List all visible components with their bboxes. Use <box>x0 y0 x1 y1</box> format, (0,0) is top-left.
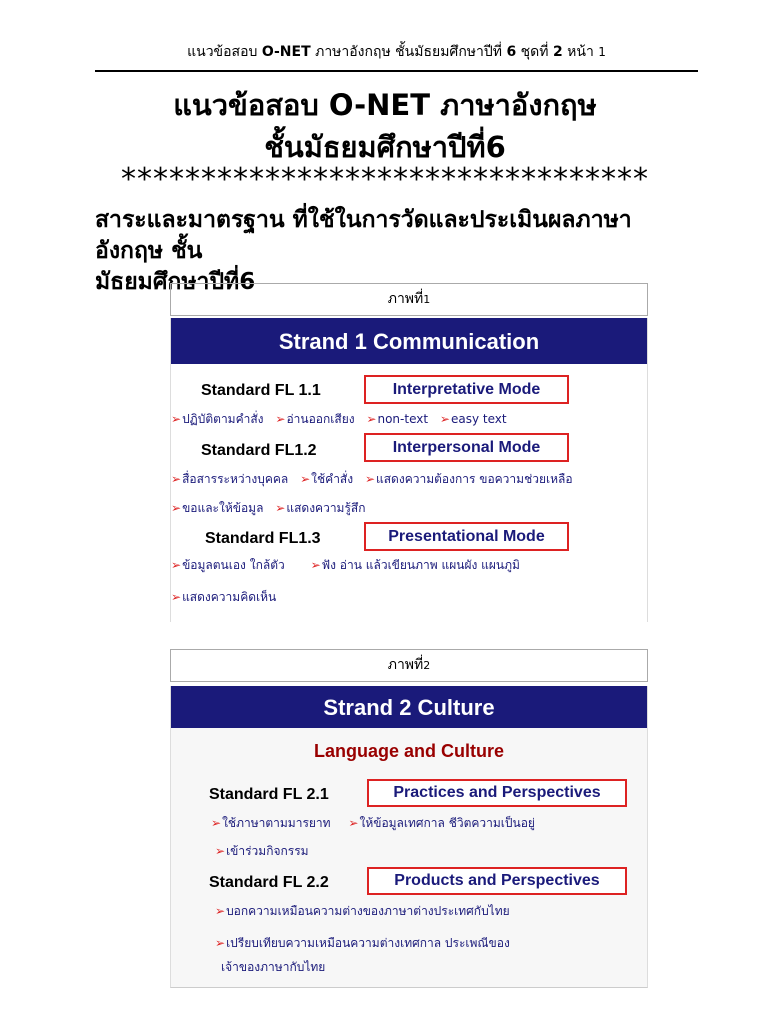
bullet-item <box>215 842 309 861</box>
bullet-text: แสดงความรู้สึก <box>286 501 366 515</box>
bullet-line <box>171 588 284 607</box>
bullet-text: สื่อสารระหว่างบุคคล <box>182 472 289 486</box>
standard-label: Standard FL1.3 <box>205 530 321 547</box>
arrow-bullet-icon: ➢ <box>300 472 311 486</box>
arrow-bullet-icon: ➢ <box>310 558 321 572</box>
slide-title: Strand 2 Culture <box>171 686 647 728</box>
title-exam: O-NET <box>328 88 431 122</box>
bullet-text: ใช้ภาษาตามมารยาท <box>222 816 331 830</box>
bullet-item <box>365 470 573 489</box>
header-part-label: ชุดที่ <box>520 44 549 60</box>
arrow-bullet-icon: ➢ <box>275 412 286 426</box>
bullet-continuation: เจ้าของภาษากับไทย <box>221 960 326 974</box>
bullet-line <box>211 814 543 833</box>
arrow-bullet-icon: ➢ <box>215 844 226 858</box>
arrow-bullet-icon: ➢ <box>171 472 182 486</box>
intro-level: มัธยมศึกษาปีที่ <box>95 269 240 295</box>
title-suffix: ภาษาอังกฤษ <box>440 88 597 122</box>
bullet-item <box>171 499 263 518</box>
bullet-line <box>171 556 528 575</box>
bullet-text: ฟัง อ่าน แล้วเขียนภาพ แผนผัง แผนภูมิ <box>321 558 520 572</box>
arrow-bullet-icon: ➢ <box>171 558 182 572</box>
bullet-item <box>366 412 428 426</box>
mode-box: Presentational Mode <box>364 522 569 551</box>
mode-box: Practices and Perspectives <box>367 779 627 807</box>
header-grade: 6 <box>506 44 517 60</box>
slide-subtitle: Language and Culture <box>313 741 504 761</box>
figure-number: 1 <box>423 293 431 306</box>
bullet-line <box>215 902 518 921</box>
bullet-text: เปรียบเทียบความเหมือนความต่างเทศกาล ประเพณีของ <box>226 936 510 950</box>
bullet-text: ใช้คำสั่ง <box>311 472 354 486</box>
bullet-line <box>171 499 374 518</box>
header-prefix: แนวข้อสอบ <box>187 44 258 60</box>
bullet-text: แสดงความต้องการ ขอความช่วยเหลือ <box>376 472 573 486</box>
header-page-number: 1 <box>598 45 606 59</box>
bullet-item <box>275 410 354 429</box>
bullet-text: ปฏิบัติตามคำสั่ง <box>182 412 264 426</box>
arrow-bullet-icon: ➢ <box>366 412 377 426</box>
bullet-line <box>171 410 515 429</box>
bullet-item <box>171 556 285 575</box>
bullet-item <box>171 410 264 429</box>
bullet-text: เข้าร่วมกิจกรรม <box>226 844 309 858</box>
arrow-bullet-icon: ➢ <box>171 412 182 426</box>
figure-caption <box>170 649 648 682</box>
figure-caption <box>170 283 648 316</box>
header-page-label: หน้า <box>567 44 594 60</box>
intro-line-1: สาระและมาตรฐาน ที่ใช้ในการวัดและประเมินผลภาษาอังกฤษ ชั้น <box>95 207 632 264</box>
mode-box: Interpretative Mode <box>364 375 569 404</box>
page-title <box>60 84 710 168</box>
slide-title: Strand 1 Communication <box>171 318 647 364</box>
arrow-bullet-icon: ➢ <box>211 816 222 830</box>
bullet-item <box>171 470 288 489</box>
standard-label: Standard FL 2.1 <box>209 786 329 803</box>
arrow-bullet-icon: ➢ <box>171 501 182 515</box>
bullet-text: แสดงความคิดเห็น <box>182 590 277 604</box>
header-middle: ภาษาอังกฤษ ชั้นมัธยมศึกษาปีที่ <box>315 44 502 60</box>
bullet-item <box>348 814 535 833</box>
arrow-bullet-icon: ➢ <box>171 590 182 604</box>
arrow-bullet-icon: ➢ <box>215 936 226 950</box>
bullet-item <box>215 902 510 921</box>
bullet-text: ข้อมูลตนเอง ใกล้ตัว <box>182 558 285 572</box>
bullet-item <box>215 934 510 953</box>
strand-1-slide <box>170 318 648 622</box>
arrow-bullet-icon: ➢ <box>364 472 375 486</box>
mode-box: Interpersonal Mode <box>364 433 569 462</box>
mode-box: Products and Perspectives <box>367 867 627 895</box>
arrow-bullet-icon: ➢ <box>275 501 286 515</box>
bullet-text: อ่านออกเสียง <box>286 412 355 426</box>
header-exam: O-NET <box>261 44 311 60</box>
bullet-item <box>171 588 276 607</box>
star-divider: ********************************* <box>121 162 649 197</box>
bullet-text: easy text <box>450 412 507 426</box>
header-part: 2 <box>552 44 563 60</box>
standard-label: Standard FL 1.1 <box>201 382 321 399</box>
bullet-item <box>440 412 507 426</box>
title-level: ชั้นมัธยมศึกษาปีที่ <box>264 130 486 164</box>
bullet-text: ขอและให้ข้อมูล <box>182 501 264 515</box>
title-prefix: แนวข้อสอบ <box>173 88 319 122</box>
figure-caption-label: ภาพที่ <box>387 657 424 673</box>
arrow-bullet-icon: ➢ <box>439 412 450 426</box>
running-header <box>95 40 698 72</box>
title-grade: 6 <box>485 130 506 164</box>
intro-grade: 6 <box>239 269 256 295</box>
bullet-text: non-text <box>377 412 429 426</box>
title-line-1 <box>60 84 710 126</box>
strand-2-slide <box>170 686 648 988</box>
bullet-text: ให้ข้อมูลเทศกาล ชีวิตความเป็นอยู่ <box>359 816 535 830</box>
standard-label: Standard FL 2.2 <box>209 874 329 891</box>
bullet-line <box>215 934 518 953</box>
figure-number: 2 <box>423 659 431 672</box>
arrow-bullet-icon: ➢ <box>215 904 226 918</box>
bullet-item <box>275 499 365 518</box>
bullet-line <box>171 470 581 489</box>
bullet-item <box>211 814 331 833</box>
figure-caption-label: ภาพที่ <box>387 291 424 307</box>
standard-label: Standard FL1.2 <box>201 442 317 459</box>
bullet-text: บอกความเหมือนความต่างของภาษาต่างประเทศกับไทย <box>226 904 510 918</box>
arrow-bullet-icon: ➢ <box>348 816 359 830</box>
bullet-item <box>300 470 353 489</box>
bullet-line <box>215 842 317 861</box>
bullet-item <box>311 556 520 575</box>
